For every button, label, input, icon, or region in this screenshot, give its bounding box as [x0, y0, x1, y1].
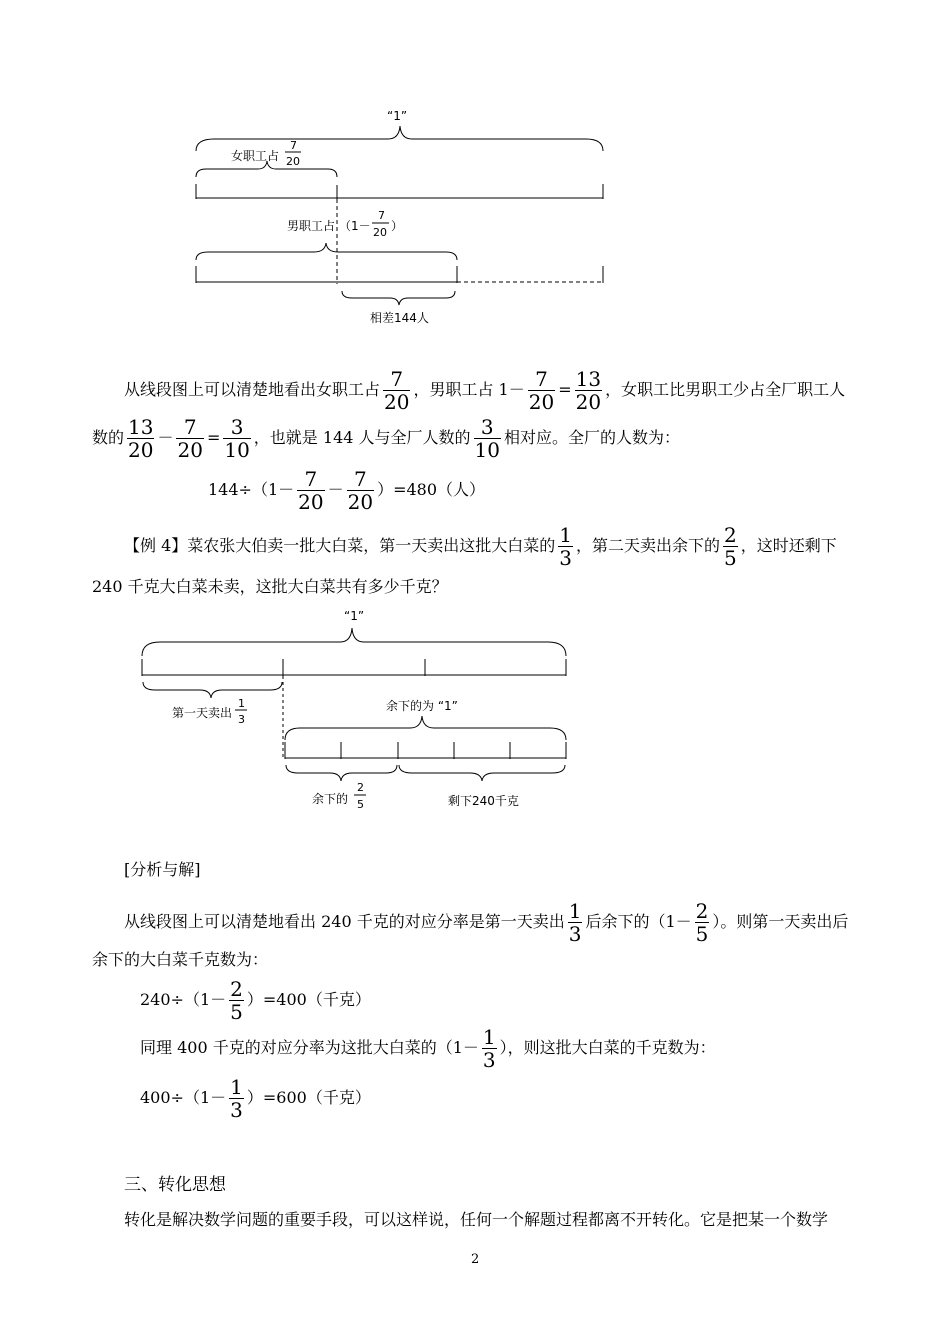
female-label: 女职工占: [231, 149, 280, 163]
first-day-frac-num: 1: [238, 697, 245, 710]
example4-line1: 【例 4】菜农张大伯卖一批大白菜，第一天卖出这批大白菜的 $\frac{1}{3}$ ，第二天卖出余下的 $\frac{2}{5}$ ，这时还剩下: [124, 523, 837, 570]
para1-line2: 数的 $\frac{13}{20}$ － $\frac{7}{20}$ = $\frac{3}{10}$ ，也就是 144 人与全厂人数的 $\frac{3}{10}$ 相对应。全厂的人数为：: [92, 415, 680, 462]
first-day-frac-den: 3: [238, 713, 245, 726]
whole-brace-2: [142, 628, 566, 656]
male-paren-open: （1－: [339, 219, 371, 233]
remain-label: 余下的为 “1”: [386, 699, 458, 713]
whole-label: “1”: [387, 109, 408, 123]
fraction: $\frac{2}{5}$: [695, 899, 709, 946]
page-number: 2: [471, 1252, 480, 1267]
diff-label: 相差144人: [370, 311, 429, 325]
fraction: $\frac{7}{20}$: [347, 467, 374, 514]
male-label: 男职工占: [287, 219, 336, 233]
example4-line2: 240 千克大白菜未卖，这批大白菜共有多少千克？: [92, 577, 448, 596]
fraction: $\frac{1}{3}$: [482, 1025, 496, 1072]
female-frac-num: 7: [290, 139, 297, 152]
analysis-line2: 余下的大白菜千克数为：: [92, 950, 269, 969]
formula-3: 400÷（1－ $\frac{1}{3}$ ）=600（千克）: [140, 1075, 371, 1122]
fraction: $\frac{1}{3}$: [568, 899, 582, 946]
remain-part-label: 余下的: [312, 792, 349, 806]
fraction: $\frac{7}{20}$: [528, 367, 555, 414]
fraction: $\frac{3}{10}$: [474, 415, 500, 462]
fraction: $\frac{13}{20}$: [575, 367, 602, 414]
fraction: $\frac{1}{3}$: [230, 1075, 243, 1122]
formula-1: 144÷（1－ $\frac{7}{20}$ － $\frac{7}{20}$ ）=480（人）: [208, 467, 486, 514]
left-part-brace: [399, 765, 565, 781]
first-day-label: 第一天卖出: [172, 706, 233, 720]
remain-part-brace: [286, 765, 397, 781]
fraction: $\frac{2}{5}$: [724, 523, 737, 570]
male-paren-close: ）: [391, 219, 404, 233]
remain-part-frac-den: 5: [357, 798, 364, 811]
fraction: $\frac{1}{3}$: [559, 523, 573, 570]
remain-part-frac-num: 2: [357, 781, 364, 794]
section3-text: 转化是解决数学问题的重要手段，可以这样说，任何一个解题过程都离不开转化。它是把某一个数学: [124, 1210, 829, 1229]
male-frac-den: 20: [373, 226, 387, 239]
fraction: $\frac{3}{10}$: [224, 415, 250, 462]
fraction: $\frac{7}{20}$: [177, 415, 203, 462]
male-frac-num: 7: [378, 209, 385, 222]
first-day-brace: [143, 682, 282, 698]
fraction: $\frac{13}{20}$: [128, 415, 154, 462]
fraction: $\frac{7}{20}$: [298, 467, 324, 514]
remain-brace: [285, 716, 566, 740]
para1-line1: 从线段图上可以清楚地看出女职工占 $\frac{7}{20}$ ，男职工占 1－ $\frac{7}{20}$ = $\frac{13}{20}$ ，女职工比男职工少占全厂职工人: [124, 367, 846, 414]
analysis-heading: [分析与解]: [124, 860, 201, 879]
female-frac-den: 20: [286, 155, 300, 168]
analysis-line3: 同理 400 千克的对应分率为这批大白菜的（1－ $\frac{1}{3}$ ），则这批大白菜的千克数为：: [140, 1025, 716, 1072]
analysis-line1: 从线段图上可以清楚地看出 240 千克的对应分率是第一天卖出 $\frac{1}{3}$ 后余下的（1－ $\frac{2}{5}$ ）。则第一天卖出后: [124, 899, 849, 946]
fraction: $\frac{2}{5}$: [230, 977, 243, 1024]
formula-2: 240÷（1－ $\frac{2}{5}$ ）=400（千克）: [140, 977, 371, 1024]
whole-label-2: “1”: [344, 609, 365, 623]
section-heading: 三、转化思想: [124, 1175, 226, 1195]
fraction: $\frac{7}{20}$: [384, 367, 410, 414]
left-label: 剩下240千克: [448, 794, 519, 808]
